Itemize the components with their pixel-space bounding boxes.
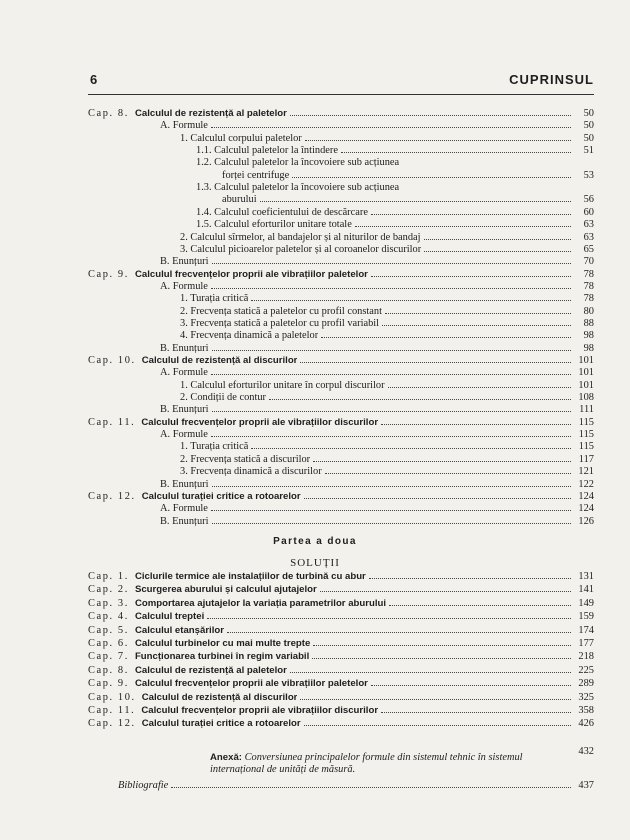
entry-title: Calculul de rezistență al discurilor <box>141 691 298 703</box>
page-ref: 111 <box>579 404 594 416</box>
leader-dots <box>212 341 572 351</box>
page-ref: 98 <box>583 330 594 342</box>
toc-entry <box>88 703 594 717</box>
leader-dots <box>211 118 571 128</box>
page-ref: 124 <box>578 503 594 515</box>
entry-title: B. Enunțuri <box>160 478 209 490</box>
leader-dots <box>341 143 571 153</box>
page-ref: 358 <box>578 705 594 716</box>
entry-title: 4. Frecvența dinamică a paletelor <box>180 330 319 342</box>
entry-title: 1.2. Calculul paletelor la încovoiere sub acțiunea <box>196 157 400 169</box>
bibliography-page: 437 <box>578 780 594 791</box>
leader-dots <box>212 254 572 264</box>
entry-title: aburului <box>222 194 257 206</box>
page-ref: 78 <box>583 280 594 292</box>
page-ref: 51 <box>583 145 594 157</box>
entry-title: 1.5. Calculul eforturilor unitare totale <box>196 219 352 231</box>
entry-title: Calculul de rezistență al paletelor <box>134 108 287 119</box>
chapter-label: Cap. 4. <box>88 611 129 623</box>
page-ref: 325 <box>578 691 594 703</box>
page-ref: 98 <box>583 342 594 354</box>
page-ref: 126 <box>578 515 594 527</box>
entry-title: 2. Condiții de contur <box>180 392 267 404</box>
leader-dots <box>171 778 571 788</box>
leader-dots <box>369 569 571 579</box>
page-ref: 117 <box>578 453 594 465</box>
leader-dots <box>371 676 571 686</box>
page-ref: 174 <box>578 624 594 636</box>
entry-title: Calculul frecvențelor proprii ale vibrațiilor paletelor <box>134 678 368 690</box>
chapter-label: Cap. 2. <box>88 584 129 596</box>
toc-entry <box>88 649 594 663</box>
leader-dots <box>381 703 571 713</box>
annex-label: Anexă: <box>210 752 242 763</box>
page-ref: 70 <box>583 256 594 268</box>
page-ref: 78 <box>583 293 594 305</box>
leader-dots <box>305 131 571 141</box>
toc-entry <box>88 569 594 583</box>
entry-title: Calculul frecvențelor proprii ale vibrațiilor paletelor <box>134 268 368 280</box>
entry-title: 1. Turația critică <box>180 293 249 305</box>
entry-title: Calculul turației critice a rotoarelor <box>141 490 301 502</box>
entry-title: Calculul de rezistență al paletelor <box>134 664 287 676</box>
chapter-label: Cap. 12. <box>88 718 136 730</box>
leader-dots <box>212 402 572 412</box>
leader-dots <box>304 489 571 499</box>
running-title: CUPRINSUL <box>509 72 594 87</box>
leader-dots <box>424 242 571 252</box>
chapter-label: Cap. 5. <box>88 624 129 636</box>
page-ref: 115 <box>578 441 594 453</box>
entry-title: 1. Calculul corpului paletelor <box>180 132 302 144</box>
leader-dots <box>212 514 572 524</box>
page-ref: 60 <box>583 206 594 218</box>
chapter-label: Cap. 10. <box>88 355 136 366</box>
leader-dots <box>269 390 571 400</box>
entry-title: Calculul turbinelor cu mai multe trepte <box>134 638 311 649</box>
chapter-label: Cap. 11. <box>88 416 136 428</box>
leader-dots <box>381 415 571 425</box>
entry-title: B. Enunțuri <box>160 256 209 268</box>
entry-title: 2. Frecvența statică a discurilor <box>180 453 311 465</box>
page-ref: 141 <box>578 584 594 596</box>
page-ref: 88 <box>583 317 594 329</box>
leader-dots <box>300 353 571 363</box>
leader-dots <box>211 365 571 375</box>
chapter-label: Cap. 1. <box>88 571 129 582</box>
leader-dots <box>371 205 571 215</box>
chapter-label: Cap. 9. <box>88 268 129 280</box>
leader-dots <box>227 623 571 633</box>
page-ref: 101 <box>578 367 594 379</box>
leader-dots <box>292 168 571 178</box>
page-ref: 50 <box>583 108 594 119</box>
annex-page: 432 <box>578 746 594 757</box>
leader-dots <box>321 328 571 338</box>
entry-title: Comportarea ajutajelor la variația parametrilor aburului <box>134 597 387 609</box>
page-ref: 225 <box>578 664 594 676</box>
toc-entry <box>88 663 594 677</box>
page-ref: 177 <box>578 638 594 649</box>
chapter-label: Cap. 8. <box>88 664 129 676</box>
entry-title: forței centrifuge <box>222 169 290 181</box>
page-ref: 53 <box>583 169 594 181</box>
header-rule <box>88 94 594 95</box>
page-ref: 63 <box>583 219 594 231</box>
leader-dots <box>325 464 571 474</box>
leader-dots <box>290 663 571 673</box>
leader-dots <box>388 378 571 388</box>
entry-title: Calculul treptei <box>134 611 205 623</box>
entry-title: 1. Calculul eforturilor unitare în corpul discurilor <box>180 379 385 391</box>
annex-text: Conversiunea principalelor formule din sistemul tehnic în sistemul internațional de unități de măsură. <box>210 752 523 775</box>
entry-title: B. Enunțuri <box>160 515 209 527</box>
solutions-heading: SOLUȚII <box>290 557 340 569</box>
toc-entry <box>88 609 594 623</box>
page-ref: 63 <box>583 231 594 243</box>
page-ref: 80 <box>583 305 594 317</box>
leader-dots <box>385 304 571 314</box>
leader-dots <box>355 217 571 227</box>
page-number: 6 <box>90 72 98 87</box>
entry-title: Calculul turației critice a rotoarelor <box>141 718 301 730</box>
chapter-label: Cap. 7. <box>88 651 129 663</box>
chapter-label: Cap. 11. <box>88 705 136 716</box>
leader-dots <box>212 477 572 487</box>
leader-dots <box>382 316 571 326</box>
entry-title: 1.3. Calculul paletelor la încovoiere sub acțiunea <box>196 182 400 194</box>
entry-title: Calculul etanșărilor <box>134 624 224 636</box>
leader-dots <box>312 649 571 659</box>
leader-dots <box>251 439 571 449</box>
leader-dots <box>424 230 571 240</box>
leader-dots <box>313 452 571 462</box>
entry-title: A. Formule <box>160 367 208 379</box>
chapter-label: Cap. 3. <box>88 597 129 609</box>
entry-title: Funcționarea turbinei în regim variabil <box>134 651 310 663</box>
toc-entry <box>88 582 594 596</box>
entry-title: 1.4. Calculul coeficientului de descărcare <box>196 206 368 218</box>
leader-dots <box>389 596 571 606</box>
leader-dots <box>251 291 571 301</box>
page-ref: 56 <box>583 194 594 206</box>
leader-dots <box>207 609 571 619</box>
page-ref: 426 <box>578 718 594 730</box>
page-ref: 108 <box>578 392 594 404</box>
entry-title: 1.1. Calculul paletelor la întindere <box>196 145 338 157</box>
entry-title: 1. Turația critică <box>180 441 249 453</box>
entry-title: Ciclurile termice ale instalațiilor de turbină cu abur <box>134 571 366 582</box>
page-ref: 218 <box>578 651 594 663</box>
bibliography-label: Bibliografie <box>118 780 169 791</box>
entry-title: A. Formule <box>160 503 208 515</box>
toc-entry <box>160 514 594 528</box>
bibliography-entry <box>118 778 594 792</box>
page-ref: 65 <box>583 243 594 255</box>
toc-entry <box>88 596 594 610</box>
page-ref: 131 <box>578 571 594 582</box>
entry-title: B. Enunțuri <box>160 404 209 416</box>
entry-title: Calculul frecvențelor proprii ale vibrațiilor discurilor <box>141 416 379 428</box>
page-ref: 115 <box>578 416 594 428</box>
leader-dots <box>211 427 571 437</box>
toc-entry <box>88 690 594 704</box>
chapter-label: Cap. 9. <box>88 678 129 690</box>
chapter-label: Cap. 8. <box>88 108 129 119</box>
page-ref: 78 <box>583 268 594 280</box>
toc-entry <box>88 623 594 637</box>
page-ref: 289 <box>578 678 594 690</box>
leader-dots <box>300 690 571 700</box>
entry-title: 3. Calculul picioarelor paletelor și al coroanelor discurilor <box>180 243 422 255</box>
entry-title: B. Enunțuri <box>160 342 209 354</box>
toc-entry <box>88 716 594 730</box>
entry-title: 2. Calculul sîrmelor, al bandajelor și al niturilor de bandaj <box>180 231 421 243</box>
leader-dots <box>211 279 571 289</box>
page-ref: 121 <box>578 466 594 478</box>
part-two-heading: Partea a doua <box>273 536 357 547</box>
entry-title: Scurgerea aburului și calculul ajutajelor <box>134 584 317 596</box>
leader-dots <box>290 106 571 116</box>
page-ref: 122 <box>578 478 594 490</box>
entry-title: A. Formule <box>160 120 208 132</box>
toc-entry <box>88 676 594 690</box>
leader-dots <box>211 501 571 511</box>
page-ref: 50 <box>583 120 594 132</box>
annex-entry <box>210 752 550 776</box>
entry-title: 2. Frecvența statică a paletelor cu profil constant <box>180 305 382 317</box>
chapter-label: Cap. 6. <box>88 638 129 649</box>
page-ref: 115 <box>578 429 594 441</box>
page-ref: 149 <box>578 597 594 609</box>
entry-title: A. Formule <box>160 429 208 441</box>
page-ref: 101 <box>578 355 594 366</box>
page-ref: 50 <box>583 132 594 144</box>
entry-title: 3. Frecvența statică a paletelor cu profil variabil <box>180 317 380 329</box>
leader-dots <box>320 582 571 592</box>
leader-dots <box>313 636 571 646</box>
leader-dots <box>304 716 571 726</box>
entry-title: 3. Frecvența dinamică a discurilor <box>180 466 322 478</box>
entry-title: Calculul frecvențelor proprii ale vibrațiilor discurilor <box>141 705 379 716</box>
leader-dots <box>371 267 571 277</box>
page-ref: 101 <box>578 379 594 391</box>
chapter-label: Cap. 12. <box>88 490 136 502</box>
page-ref: 124 <box>578 490 594 502</box>
entry-title: A. Formule <box>160 280 208 292</box>
chapter-label: Cap. 10. <box>88 691 136 703</box>
leader-dots <box>260 192 571 202</box>
entry-title: Calculul de rezistență al discurilor <box>141 355 298 366</box>
page-ref: 159 <box>578 611 594 623</box>
toc-entry <box>88 636 594 650</box>
